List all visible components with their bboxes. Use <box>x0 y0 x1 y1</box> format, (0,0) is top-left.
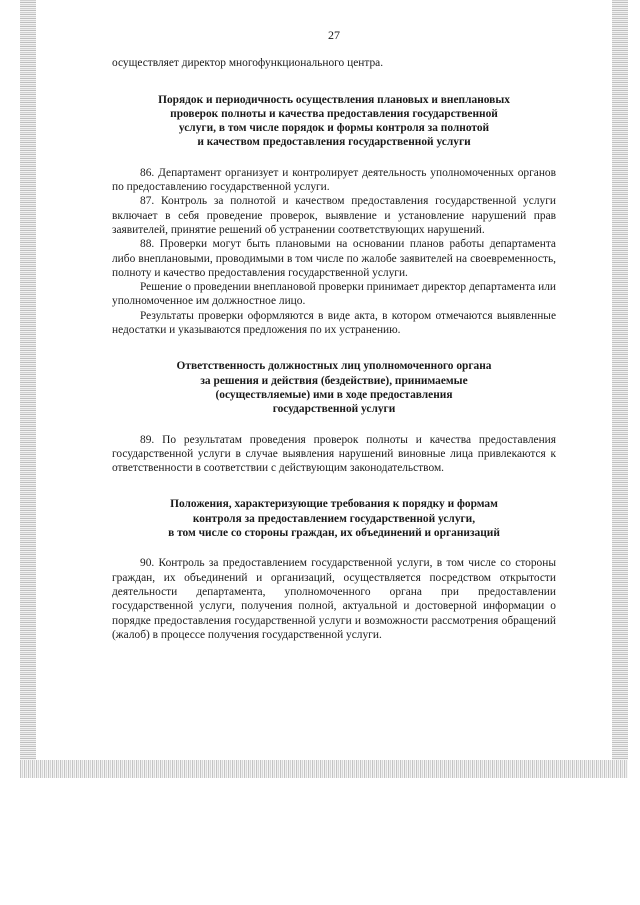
heading-line: за решения и действия (бездействие), принимаемые <box>200 374 468 387</box>
paragraph-88: 88. Проверки могут быть плановыми на основании планов работы департамента либо внеплановыми, проводимыми в том числе по жалобе заявителей на своевременность, полноту и качество предоставления государственной услуги. <box>112 238 556 279</box>
heading-line: услуги, в том числе порядок и формы контроля за полнотой <box>178 122 490 135</box>
heading-line: и качеством предоставления государственной услуги <box>197 136 471 149</box>
heading-line: Положения, характеризующие требования к порядку и формам <box>170 498 498 511</box>
paragraph-90: 90. Контроль за предоставлением государственной услуги, в том числе со стороны граждан, их объединений и организаций, осуществляется посредством открытости деятельности департамента, уполномоченного органа при предоставлении государственной услуги, получения полной, актуальной и достоверной информации о порядке предоставления государственной услуги и возможности рассмотрения обращений (жалоб) в процессе получения государственной услуги. <box>112 557 556 641</box>
section-heading-control-procedure <box>112 93 556 150</box>
heading-line: государственной услуги <box>272 403 396 416</box>
scan-edge-left <box>20 0 36 775</box>
section-heading-responsibility <box>112 359 556 416</box>
paragraph-inspection-decision: Решение о проведении внеплановой проверки принимает директор департамента или уполномоченное им должностное лицо. <box>112 281 556 308</box>
heading-line: (осуществляемые) ими в ходе предоставления <box>215 388 453 401</box>
heading-line: Порядок и периодичность осуществления плановых и внеплановых <box>158 93 510 106</box>
heading-line: в том числе со стороны граждан, их объединений и организаций <box>168 527 500 540</box>
heading-line: Ответственность должностных лиц уполномоченного органа <box>176 360 492 373</box>
paragraph-89: 89. По результатам проведения проверок полноты и качества предоставления государственной услуги в случае выявления нарушений виновные лица привлекаются к ответственности в соответствии с действующим законодательством. <box>112 433 556 475</box>
paragraph-inspection-results: Результаты проверки оформляются в виде акта, в котором отмечаются выявленные недостатки и указываются предложения по их устранению. <box>112 309 556 337</box>
document-page <box>112 28 556 642</box>
scan-edge-bottom <box>20 760 628 778</box>
scan-edge-right <box>612 0 628 775</box>
page-number: 27 <box>328 28 340 42</box>
heading-line: проверок полноты и качества предоставления государственной <box>170 107 498 120</box>
paragraph-87: 87. Контроль за полнотой и качеством предоставления государственной услуги включает в себя проведение проверок, выявление и установление нарушений прав заявителей, принятие решений об устранении соответствующих нарушений. <box>112 195 556 236</box>
paragraph-86: 86. Департамент организует и контролирует деятельность уполномоченных органов по предоставлению государственной услуги. <box>112 166 556 194</box>
intro-line: осуществляет директор многофункционального центра. <box>112 57 384 70</box>
section-heading-control-requirements <box>112 497 556 540</box>
heading-line: контроля за предоставлением государственной услуги, <box>192 512 476 525</box>
